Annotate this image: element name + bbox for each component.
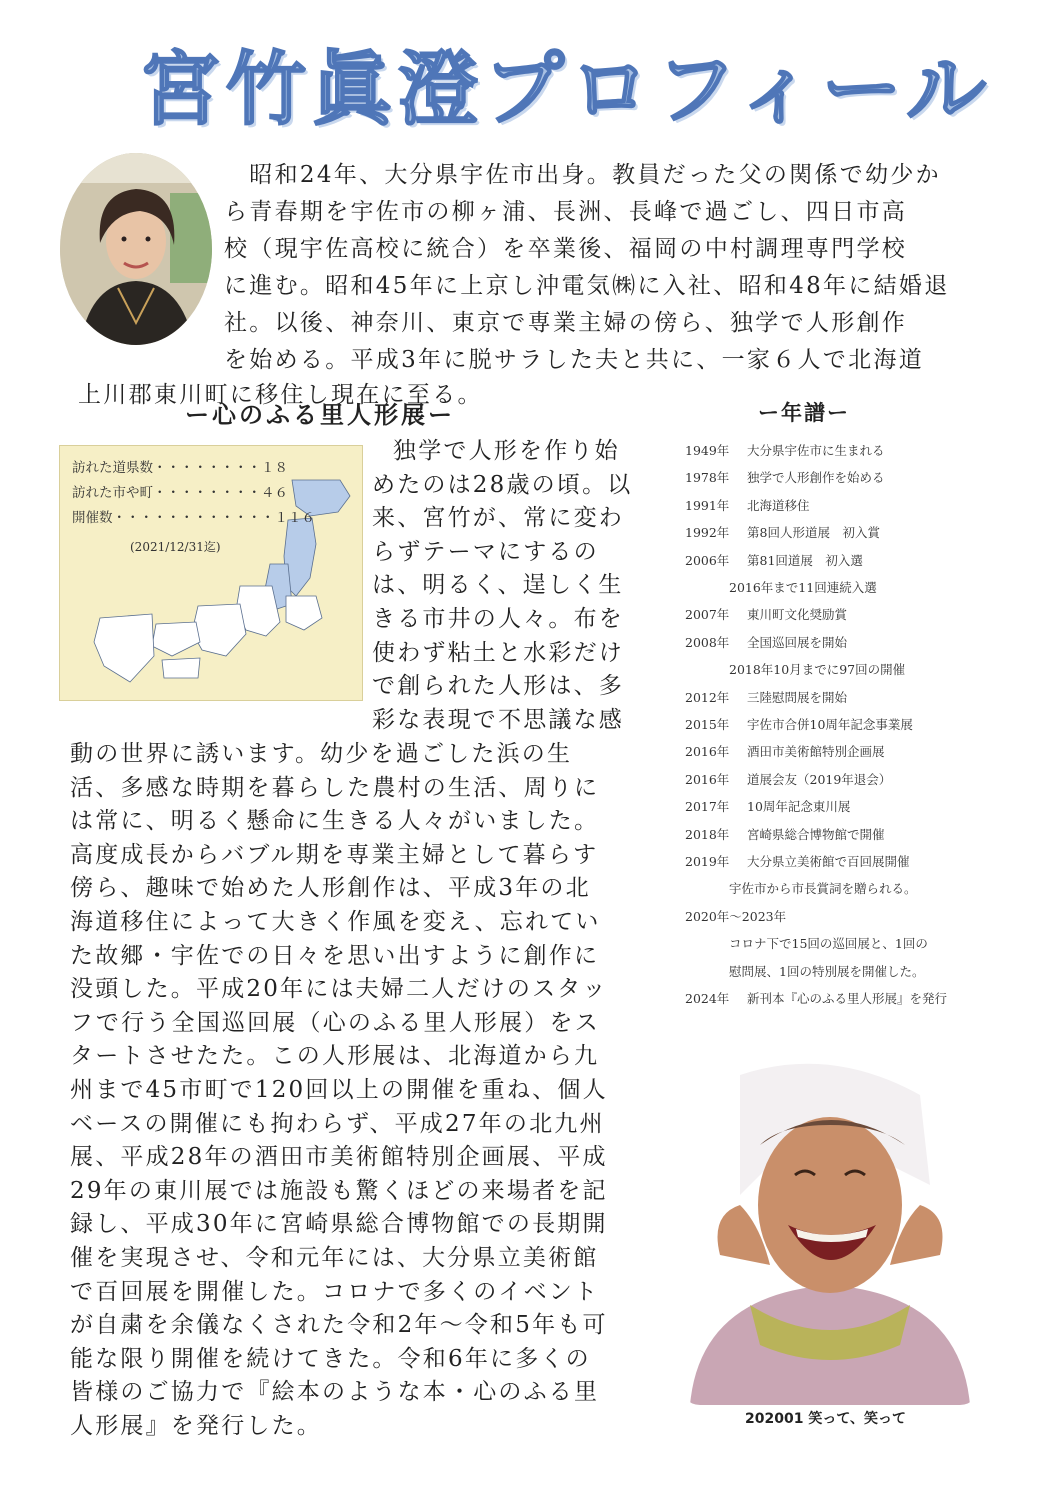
intro-line: 上川郡東川町に移住し現在に至る。	[78, 382, 483, 408]
map-chugoku	[152, 622, 200, 656]
intro-line: を始める。平成3年に脱サラした夫と共に、一家６人で北海道	[224, 347, 925, 373]
chronology-text: 大分県立美術館で百回展開催	[747, 854, 910, 869]
chronology-text: 道展会友（2019年退会）	[747, 771, 892, 787]
chronology-item	[685, 551, 863, 569]
body-line: た故郷・宇佐での日々を思い出すように創作に	[70, 942, 600, 969]
map-kanto	[286, 596, 322, 630]
chronology-text: 第81回道展 初入選	[747, 552, 863, 568]
body-line: きる市井の人々。布を	[372, 606, 624, 632]
chronology-item	[729, 962, 924, 980]
chronology-year: 2012年	[685, 689, 730, 705]
chronology-text: 酒田市美術館特別企画展	[747, 744, 885, 760]
chronology-item	[685, 852, 910, 870]
body-line: 能な限り開催を続けてきた。令和6年に多くの	[70, 1345, 591, 1372]
body-line: で百回展を開催した。コロナで多くのイベント	[70, 1278, 600, 1305]
map-shikoku	[162, 658, 200, 678]
intro-line: ら青春期を宇佐市の柳ヶ浦、長洲、長峰で過ごし、四日市高	[224, 199, 908, 225]
chronology-title: ー年譜ー	[758, 400, 850, 425]
body-line: 録し、平成30年に宮崎県総合博物館での長期開	[70, 1211, 608, 1238]
chronology-year: 1992年	[685, 525, 730, 541]
body-line: が自粛を余儀なくされた令和2年～令和5年も可	[70, 1312, 608, 1339]
map-stat-prefectures: 訪れた道県数・・・・・・・・１８	[72, 460, 288, 476]
chronology-year: 1978年	[685, 470, 730, 486]
chronology-item	[685, 770, 891, 788]
map-kyushu	[94, 614, 154, 682]
body-line: 彩な表現で不思議な感	[372, 706, 624, 733]
chronology-item	[685, 468, 885, 486]
chronology-item	[685, 688, 847, 706]
chronology-text: 10周年記念東川展	[747, 799, 851, 815]
chronology-year: 1991年	[685, 497, 730, 513]
intro-line: に進む。昭和45年に上京し沖電気㈱に入社、昭和48年に結婚退	[224, 273, 950, 299]
japan-map-box	[59, 445, 363, 701]
body-line: は、明るく、逞しく生	[372, 572, 624, 599]
body-line: 動の世界に誘います。幼少を過ごした浜の生	[70, 741, 573, 767]
chronology-item	[685, 523, 880, 541]
doll-photo-image	[680, 1055, 980, 1405]
chronology-text: 宇佐市合併10周年記念事業展	[747, 717, 913, 732]
chronology-text: 2016年まで11回連続入選	[729, 580, 877, 595]
chronology-item	[685, 605, 847, 623]
map-stat-towns: 訪れた市や町・・・・・・・・４６	[72, 485, 288, 501]
body-line: タートさせたた。この人形展は、北海道から九	[70, 1043, 600, 1070]
chronology-item	[685, 496, 810, 514]
body-line: 人形展』を発行した。	[70, 1413, 322, 1439]
map-stat-count: 開催数・・・・・・・・・・・・１１６	[72, 510, 315, 526]
doll-caption: 202001 笑って、笑って	[745, 1411, 907, 1427]
chronology-text: 宮崎県総合博物館で開催	[747, 826, 885, 842]
intro-line: 社。以後、神奈川、東京で専業主婦の傍ら、独学で人形創作	[224, 310, 908, 336]
intro-line: 昭和24年、大分県宇佐市出身。教員だった父の関係で幼少か	[224, 162, 941, 188]
chronology-year: 2007年	[685, 607, 730, 623]
chronology-item	[729, 578, 877, 596]
chronology-item	[729, 660, 905, 678]
chronology-year: 2019年	[685, 854, 730, 869]
chronology-text: 2018年10月までに97回の開催	[729, 662, 906, 678]
chronology-year: 2017年	[685, 799, 730, 815]
chronology-text: コロナ下で15回の巡回展と、1回の	[729, 936, 928, 952]
map-date: (2021/12/31迄)	[130, 540, 221, 554]
body-line: フで行う全国巡回展（心のふる里人形展）をス	[70, 1009, 600, 1036]
body-line: 使わず粘土と水彩だけ	[372, 639, 624, 666]
body-line: は常に、明るく懸命に生きる人々がいました。	[70, 808, 600, 835]
chronology-year: 2018年	[685, 826, 730, 842]
body-line: 没頭した。平成20年には夫婦二人だけのスタッ	[70, 976, 608, 1003]
chronology-year: 2006年	[685, 552, 730, 568]
body-line: 皆様のご協力で『絵本のような本・心のふる里	[70, 1379, 600, 1406]
author-portrait-image	[60, 153, 212, 345]
chronology-item	[685, 989, 947, 1007]
body-line: 活、多感な時期を暮らした農村の生活、周りに	[70, 774, 600, 801]
chronology-text: 三陸慰問展を開始	[747, 689, 848, 705]
body-line: 独学で人形を作り始	[393, 438, 620, 464]
chronology-item	[685, 907, 786, 925]
doll-photo	[680, 1055, 980, 1405]
chronology-text: 新刊本『心のふる里人形展』を発行	[747, 991, 948, 1006]
chronology-item	[685, 825, 885, 843]
chronology-item	[729, 879, 917, 897]
chronology-text: 慰問展、1回の特別展を開催した。	[729, 963, 925, 979]
chronology-text: 独学で人形創作を始める	[747, 470, 885, 486]
chronology-year: 2020年～2023年	[685, 908, 787, 924]
chronology-year: 1949年	[685, 443, 730, 458]
page-title: 宮竹眞澄プロフィール	[140, 43, 992, 136]
body-line: 傍ら、趣味で始めた人形創作は、平成3年の北	[70, 875, 591, 902]
body-line: ベースの開催にも拘わらず、平成27年の北九州	[70, 1110, 605, 1137]
section-title: ー心のふる里人形展ー	[185, 400, 455, 429]
body-line: 展、平成28年の酒田市美術館特別企画展、平成	[70, 1144, 608, 1171]
body-line: で創られた人形は、多	[372, 673, 624, 700]
chronology-text: 宇佐市から市長賞詞を贈られる。	[729, 881, 917, 897]
chronology-text: 大分県宇佐市に生まれる	[747, 443, 885, 458]
chronology-year: 2016年	[685, 771, 730, 787]
chronology-text: 東川町文化奨励賞	[747, 607, 848, 623]
chronology-year: 2016年	[685, 744, 730, 760]
chronology-year: 2008年	[685, 634, 730, 650]
chronology-item	[729, 934, 928, 952]
map-kinki	[192, 604, 246, 656]
chronology-text: 第8回人形道展 初入賞	[747, 525, 880, 541]
chronology-year: 2024年	[685, 991, 730, 1006]
body-line: 州まで45市町で120回以上の開催を重ね、個人	[70, 1077, 608, 1103]
body-line: らずテーマにするの	[372, 538, 599, 565]
map-stats	[72, 456, 315, 531]
chronology-item	[685, 715, 913, 733]
author-portrait	[60, 153, 212, 345]
chronology-text: 全国巡回展を開始	[747, 634, 848, 650]
chronology-year: 2015年	[685, 717, 730, 732]
body-line: 高度成長からバブル期を専業主婦として暮らす	[70, 841, 599, 868]
chronology-text: 北海道移住	[747, 497, 810, 513]
chronology-item	[685, 441, 885, 459]
body-line: 催を実現させ、令和元年には、大分県立美術館	[70, 1245, 599, 1271]
body-line: 29年の東川展では施設も驚くほどの来場者を記	[70, 1177, 608, 1204]
body-line: 海道移住によって大きく作風を変え、忘れてい	[70, 909, 601, 935]
body-line: めたのは28歳の頃。以	[372, 471, 633, 498]
body-line: 来、宮竹が、常に変わ	[372, 505, 624, 532]
chronology-item	[685, 742, 885, 760]
intro-line: 校（現宇佐高校に統合）を卒業後、福岡の中村調理専門学校	[224, 236, 908, 262]
chronology-item	[685, 797, 850, 815]
chronology-item	[685, 633, 847, 651]
